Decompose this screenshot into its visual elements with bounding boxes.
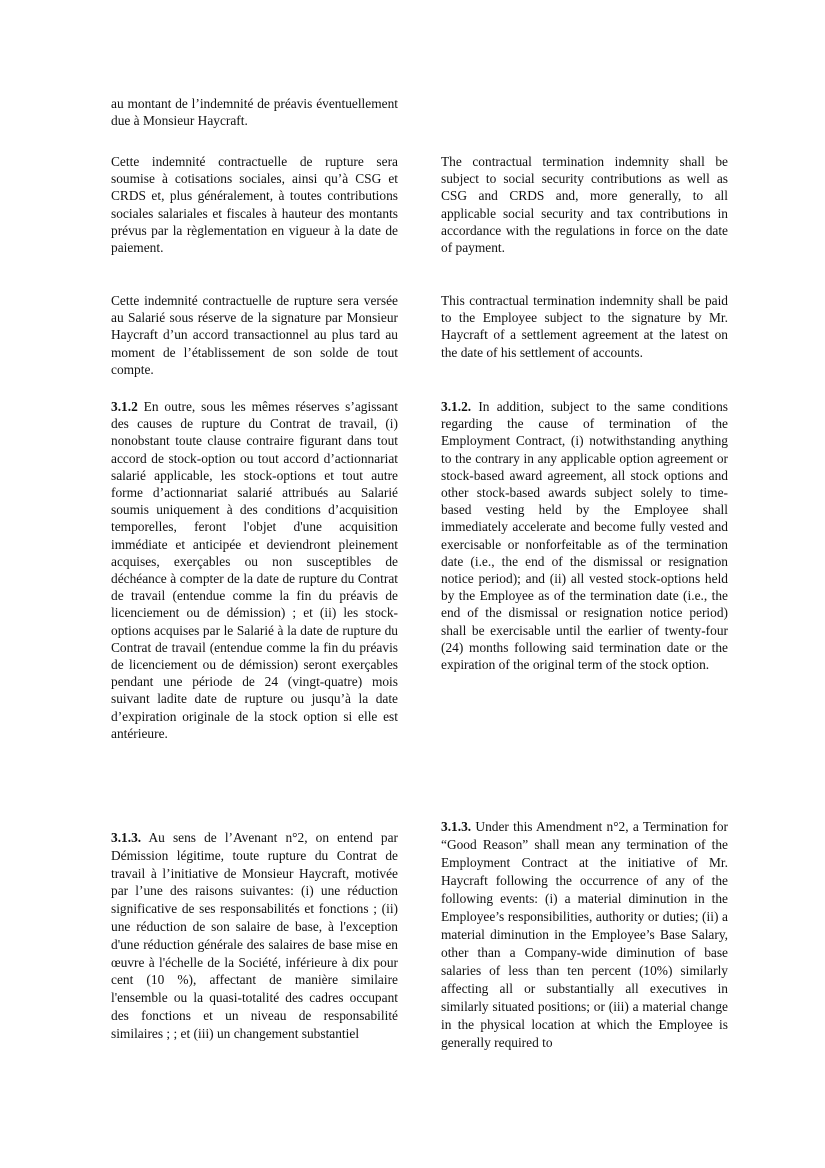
en-section-number-3-1-3: 3.1.3. [441, 819, 472, 834]
fr-paragraph-3-1-2 [111, 398, 398, 742]
en-section-text-3-1-3: Under this Amendment n°2, a Termination for “Good Reason” shall mean any termination of the Employment Contract at the initiative of Mr. Haycraft following the occurrence of any of the following events: (i) a material diminution in the Employee’s responsibilities, authority or duties; (ii) a material diminution in the Employee’s Base Salary, other than a Company-wide diminution of base salaries of less than ten percent (10%) similarly affecting all or substantially all executives in similarly situated positions; or (iii) a material change in the physical location at which the Employee is generally required to [441, 819, 728, 1050]
fr-section-text-3-1-3: Au sens de l’Avenant n°2, on entend par Démission légitime, toute rupture du Contrat de travail à l’initiative de Monsieur Haycraft, motivée par l’une des raisons suivantes: (i) une réduction significative de ses responsabilités et fonctions ; (ii) une réduction de son salaire de base, à l'exception d'une réduction générale des salaires de base mise en œuvre à l'échelle de la Société, inférieure à dix pour cent (10 %), affectant de manière similaire l'ensemble ou la quasi-totalité des cadres occupant des fonctions et un niveau de responsabilité similaires ; ; et (iii) un changement substantiel [111, 830, 398, 1041]
en-paragraph-3-1-2 [441, 398, 728, 673]
fr-paragraph-versement: Cette indemnité contractuelle de rupture sera versée au Salarié sous réserve de la signature par Monsieur Haycraft d’un accord transactionnel au plus tard au moment de l’établissement de son solde de tout compte. [111, 293, 398, 377]
fr-paragraph-cotisations: Cette indemnité contractuelle de rupture sera soumise à cotisations sociales, ainsi qu’à CSG et CRDS et, plus généralement, à toutes contributions sociales salariales et fiscales à hauteur des montants prévus par la règlementation en vigueur à la date de paiement. [111, 154, 398, 256]
en-paragraph-3-1-3 [441, 818, 728, 1052]
en-section-text-3-1-2: In addition, subject to the same conditions regarding the cause of termination of the Employment Contract, (i) notwithstanding anything to the contrary in any applicable option agreement or stock-based award agreement, all stock options and other stock-based awards subject solely to time-based vesting held by the Employee shall immediately accelerate and become fully vested and exercisable or nonforfeitable as of the termination date (i.e., the end of the dismissal or resignation notice period); and (ii) all vested stock-options held by the Employee as of the termination date (i.e., the end of the dismissal or resignation notice period) shall be exercisable until the earlier of twenty-four (24) months following said termination date or the expiration of the original term of the stock option. [441, 399, 728, 673]
fr-section-number-3-1-2: 3.1.2 [111, 399, 138, 414]
fr-section-text-3-1-2: En outre, sous les mêmes réserves s’agissant des causes de rupture du Contrat de travail, (i) nonobstant toute clause contraire figurant dans tout accord de stock-option ou tout accord d’actionnariat salarié applicable, les stock-options et tout autre forme d’actionnariat salarié attribués au Salarié soumis uniquement à des conditions d’acquisition temporelles, feront l'objet d'une acquisition immédiate et anticipée et deviendront pleinement acquises, exerçables ou non susceptibles de déchéance à compter de la date de rupture du Contrat de travail (entendue comme la fin du préavis de licenciement ou de démission) ; et (ii) les stock-options acquises par le Salarié à la date de rupture du Contrat de travail (entendue comme la fin du préavis de licenciement ou de démission) seront exerçables pendant une période de 24 (vingt-quatre) mois suivant ladite date de rupture ou jusqu’à la date d’expiration originale de la stock option si elle est antérieure. [111, 399, 398, 741]
fr-paragraph-preavis: au montant de l’indemnité de préavis éventuellement due à Monsieur Haycraft. [111, 96, 398, 129]
fr-paragraph-3-1-3 [111, 829, 398, 1043]
fr-section-number-3-1-3: 3.1.3. [111, 830, 142, 845]
en-paragraph-payment: This contractual termination indemnity shall be paid to the Employee subject to the signature by Mr. Haycraft of a settlement agreement at the latest on the date of his settlement of accounts. [441, 293, 728, 360]
en-paragraph-contributions: The contractual termination indemnity shall be subject to social security contributions as well as CSG and CRDS and, more generally, to all applicable social security and tax contributions in accordance with the regulations in force on the date of payment. [441, 154, 728, 256]
en-section-number-3-1-2: 3.1.2. [441, 399, 472, 414]
